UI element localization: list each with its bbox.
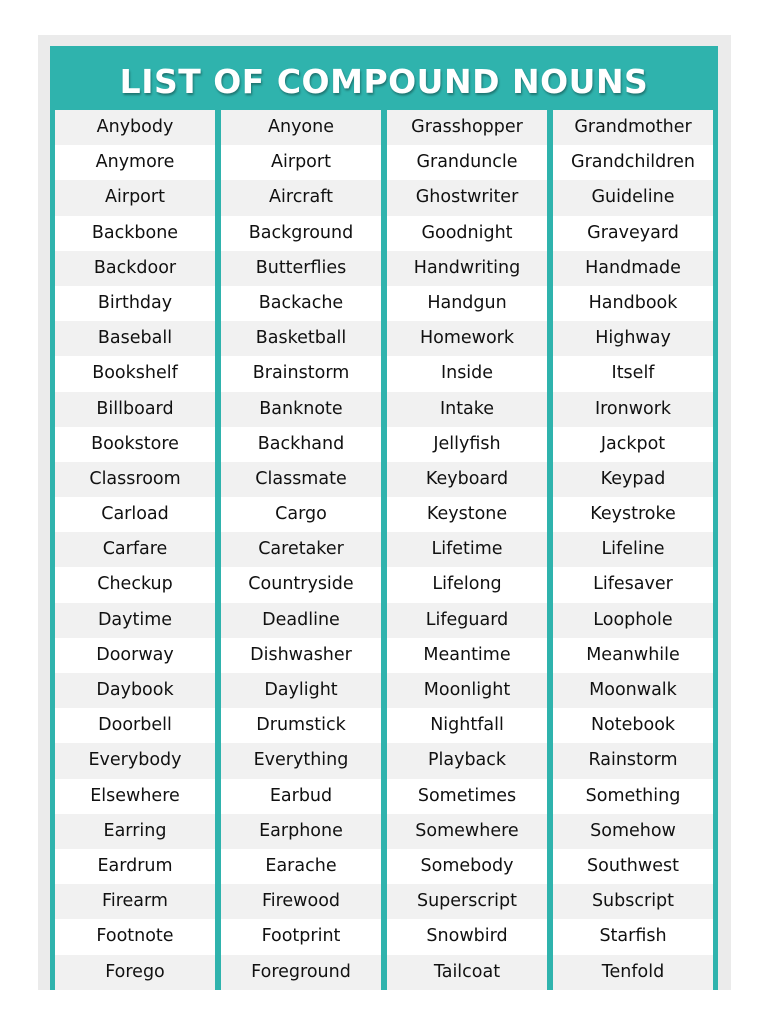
word-cell: Classmate bbox=[221, 462, 381, 497]
word-cell: Foreground bbox=[221, 955, 381, 990]
word-table bbox=[55, 110, 713, 990]
word-cell: Everybody bbox=[55, 743, 215, 778]
word-cell: Moonlight bbox=[387, 673, 547, 708]
word-cell: Itself bbox=[553, 356, 713, 391]
word-cell: Loophole bbox=[553, 603, 713, 638]
page-title: LIST OF COMPOUND NOUNS bbox=[119, 62, 649, 101]
word-cell: Airport bbox=[221, 145, 381, 180]
word-cell: Everything bbox=[221, 743, 381, 778]
word-cell: Anybody bbox=[55, 110, 215, 145]
word-cell: Deadline bbox=[221, 603, 381, 638]
word-cell: Granduncle bbox=[387, 145, 547, 180]
word-cell: Backhand bbox=[221, 427, 381, 462]
word-cell: Backdoor bbox=[55, 251, 215, 286]
word-cell: Keystroke bbox=[553, 497, 713, 532]
word-cell: Goodnight bbox=[387, 216, 547, 251]
word-cell: Birthday bbox=[55, 286, 215, 321]
word-cell: Grasshopper bbox=[387, 110, 547, 145]
word-cell: Southwest bbox=[553, 849, 713, 884]
word-cell: Background bbox=[221, 216, 381, 251]
word-cell: Handbook bbox=[553, 286, 713, 321]
word-cell: Graveyard bbox=[553, 216, 713, 251]
word-cell: Earbud bbox=[221, 779, 381, 814]
word-cell: Ironwork bbox=[553, 392, 713, 427]
word-cell: Tenfold bbox=[553, 955, 713, 990]
word-cell: Lifeguard bbox=[387, 603, 547, 638]
word-cell: Rainstorm bbox=[553, 743, 713, 778]
word-cell: Basketball bbox=[221, 321, 381, 356]
word-cell: Elsewhere bbox=[55, 779, 215, 814]
word-cell: Brainstorm bbox=[221, 356, 381, 391]
word-column-1 bbox=[55, 110, 215, 990]
word-column-2 bbox=[221, 110, 381, 990]
word-cell: Meantime bbox=[387, 638, 547, 673]
word-cell: Ghostwriter bbox=[387, 180, 547, 215]
word-column-4 bbox=[553, 110, 713, 990]
word-cell: Drumstick bbox=[221, 708, 381, 743]
word-cell: Backache bbox=[221, 286, 381, 321]
word-cell: Keypad bbox=[553, 462, 713, 497]
word-cell: Banknote bbox=[221, 392, 381, 427]
word-cell: Carload bbox=[55, 497, 215, 532]
word-cell: Starfish bbox=[553, 919, 713, 954]
word-cell: Lifetime bbox=[387, 532, 547, 567]
word-cell: Aircraft bbox=[221, 180, 381, 215]
word-cell: Nightfall bbox=[387, 708, 547, 743]
word-cell: Doorbell bbox=[55, 708, 215, 743]
word-cell: Grandchildren bbox=[553, 145, 713, 180]
word-cell: Billboard bbox=[55, 392, 215, 427]
word-cell: Bookshelf bbox=[55, 356, 215, 391]
word-cell: Daytime bbox=[55, 603, 215, 638]
word-cell: Firearm bbox=[55, 884, 215, 919]
word-cell: Somebody bbox=[387, 849, 547, 884]
word-cell: Footnote bbox=[55, 919, 215, 954]
word-cell: Firewood bbox=[221, 884, 381, 919]
word-cell: Subscript bbox=[553, 884, 713, 919]
word-cell: Lifelong bbox=[387, 567, 547, 602]
word-cell: Bookstore bbox=[55, 427, 215, 462]
word-cell: Handmade bbox=[553, 251, 713, 286]
word-cell: Earphone bbox=[221, 814, 381, 849]
word-cell: Earring bbox=[55, 814, 215, 849]
word-cell: Dishwasher bbox=[221, 638, 381, 673]
word-cell: Handgun bbox=[387, 286, 547, 321]
word-cell: Grandmother bbox=[553, 110, 713, 145]
word-cell: Guideline bbox=[553, 180, 713, 215]
word-cell: Eardrum bbox=[55, 849, 215, 884]
word-cell: Keyboard bbox=[387, 462, 547, 497]
word-cell: Daybook bbox=[55, 673, 215, 708]
compound-nouns-card bbox=[50, 46, 718, 990]
word-cell: Inside bbox=[387, 356, 547, 391]
word-cell: Playback bbox=[387, 743, 547, 778]
word-cell: Intake bbox=[387, 392, 547, 427]
word-cell: Lifeline bbox=[553, 532, 713, 567]
word-cell: Highway bbox=[553, 321, 713, 356]
word-cell: Tailcoat bbox=[387, 955, 547, 990]
word-cell: Countryside bbox=[221, 567, 381, 602]
word-cell: Backbone bbox=[55, 216, 215, 251]
word-cell: Forego bbox=[55, 955, 215, 990]
word-cell: Meanwhile bbox=[553, 638, 713, 673]
word-cell: Classroom bbox=[55, 462, 215, 497]
word-cell: Doorway bbox=[55, 638, 215, 673]
word-cell: Butterflies bbox=[221, 251, 381, 286]
word-cell: Footprint bbox=[221, 919, 381, 954]
word-cell: Daylight bbox=[221, 673, 381, 708]
word-cell: Moonwalk bbox=[553, 673, 713, 708]
word-cell: Homework bbox=[387, 321, 547, 356]
word-cell: Baseball bbox=[55, 321, 215, 356]
word-cell: Snowbird bbox=[387, 919, 547, 954]
word-cell: Earache bbox=[221, 849, 381, 884]
word-cell: Anymore bbox=[55, 145, 215, 180]
word-cell: Something bbox=[553, 779, 713, 814]
word-cell: Airport bbox=[55, 180, 215, 215]
word-cell: Checkup bbox=[55, 567, 215, 602]
word-cell: Cargo bbox=[221, 497, 381, 532]
word-cell: Sometimes bbox=[387, 779, 547, 814]
word-cell: Jackpot bbox=[553, 427, 713, 462]
word-cell: Jellyfish bbox=[387, 427, 547, 462]
word-cell: Anyone bbox=[221, 110, 381, 145]
word-cell: Keystone bbox=[387, 497, 547, 532]
word-cell: Handwriting bbox=[387, 251, 547, 286]
word-cell: Lifesaver bbox=[553, 567, 713, 602]
word-cell: Caretaker bbox=[221, 532, 381, 567]
word-cell: Somehow bbox=[553, 814, 713, 849]
word-cell: Somewhere bbox=[387, 814, 547, 849]
word-cell: Carfare bbox=[55, 532, 215, 567]
word-column-3 bbox=[387, 110, 547, 990]
word-cell: Notebook bbox=[553, 708, 713, 743]
word-cell: Superscript bbox=[387, 884, 547, 919]
